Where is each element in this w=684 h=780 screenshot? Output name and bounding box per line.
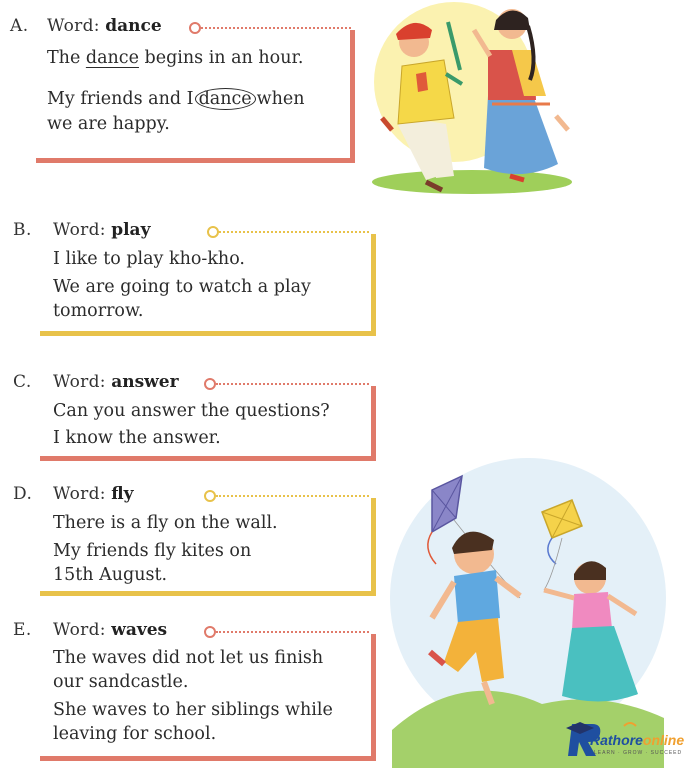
word-label: Word: — [53, 372, 106, 392]
example-sentence-1: The dance begins in an hour. — [47, 48, 304, 68]
word-term: waves — [111, 620, 168, 640]
word-label: Word: — [53, 620, 106, 640]
logo-suffix: online — [642, 732, 684, 748]
dotted-rule — [201, 27, 351, 29]
dotted-rule — [219, 231, 369, 233]
dotted-rule — [216, 495, 369, 497]
bullet-ring-icon — [204, 626, 216, 638]
example-sentence-1: There is a fly on the wall. — [53, 513, 278, 533]
example-sentence-2-cont: leaving for school. — [53, 724, 217, 744]
rathore-online-logo — [566, 720, 684, 762]
card-edge-right — [371, 634, 376, 758]
card-edge-bottom — [40, 331, 376, 336]
word-label: Word: — [47, 16, 100, 36]
example-sentence-2: I know the answer. — [53, 428, 221, 448]
example-sentence-2: My friends and I dance when — [47, 89, 305, 109]
circled-word: dance — [195, 88, 256, 110]
word-term: play — [111, 220, 151, 240]
example-sentence-2: We are going to watch a play — [53, 277, 311, 297]
example-sentence-2-cont: tomorrow. — [53, 301, 144, 321]
dotted-rule — [216, 383, 369, 385]
word-heading — [53, 620, 167, 640]
word-heading — [47, 16, 162, 36]
logo-name: Rathore — [590, 732, 643, 748]
example-sentence-1: I like to play kho-kho. — [53, 249, 245, 269]
grass-patch — [372, 170, 572, 194]
item-letter: E. — [13, 620, 32, 640]
bullet-ring-icon — [204, 378, 216, 390]
card-edge-right — [371, 386, 376, 458]
word-label: Word: — [53, 220, 106, 240]
word-heading — [53, 484, 133, 504]
bullet-ring-icon — [207, 226, 219, 238]
item-letter: C. — [13, 372, 32, 392]
card-edge-bottom — [36, 158, 355, 163]
card-edge-bottom — [40, 756, 376, 761]
word-term: fly — [111, 484, 134, 504]
dancing-children-illustration — [362, 0, 578, 200]
card-edge-bottom — [40, 456, 376, 461]
card-edge-bottom — [40, 591, 376, 596]
word-heading — [53, 372, 179, 392]
word-term: dance — [105, 16, 162, 36]
word-label: Word: — [53, 484, 106, 504]
example-sentence-2: My friends fly kites on — [53, 541, 252, 561]
logo-tagline: LEARN · GROW · SUCCEED — [594, 750, 683, 756]
card-edge-right — [371, 234, 376, 334]
example-sentence-2-cont: we are happy. — [47, 114, 170, 134]
word-heading — [53, 220, 150, 240]
underlined-word: dance — [85, 48, 139, 68]
card-edge-right — [371, 498, 376, 594]
example-sentence-2: She waves to her siblings while — [53, 700, 333, 720]
item-letter: A. — [10, 16, 29, 36]
bullet-ring-icon — [204, 490, 216, 502]
card-edge-right — [350, 30, 355, 160]
example-sentence-2-cont: 15th August. — [53, 565, 168, 585]
example-sentence-1: The waves did not let us finish — [53, 648, 324, 668]
word-term: answer — [111, 372, 179, 392]
item-letter: B. — [13, 220, 32, 240]
item-letter: D. — [13, 484, 33, 504]
example-sentence-1-cont: our sandcastle. — [53, 672, 189, 692]
bullet-ring-icon — [189, 22, 201, 34]
example-sentence-1: Can you answer the questions? — [53, 401, 330, 421]
dotted-rule — [216, 631, 369, 633]
